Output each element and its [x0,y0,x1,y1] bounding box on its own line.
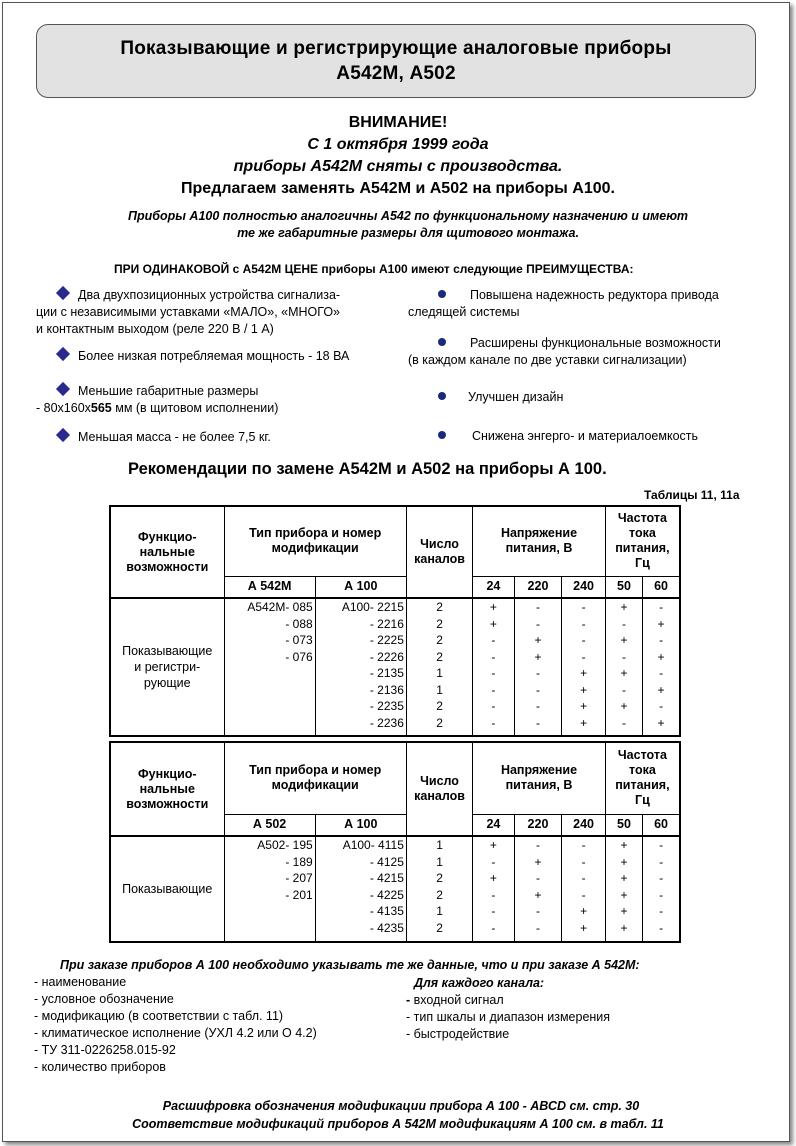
cell-value: - [659,600,664,614]
adv-text: мм (в щитовом исполнении) [111,401,279,415]
hdr-text: Частота [617,511,667,526]
cell-value: - [621,649,626,664]
title-line-2: А542М, А502 [336,63,456,84]
list-item: входной сигнал [410,993,504,1007]
cell-value: - [659,838,664,852]
cell-value: 2 [436,871,443,885]
advantage-weight [58,429,271,446]
hdr-text: Тип прибора и номер [249,526,382,541]
old-models [224,598,315,736]
v220-col [514,598,562,736]
col-50: 50 [605,814,642,836]
col-24: 24 [473,576,514,598]
hdr-text: каналов [414,552,465,566]
list-item: - быстродействие [406,1027,510,1041]
list-item: - условное обозначение [34,992,174,1006]
cell-value: - 2216 [369,616,404,631]
cell-value: + [620,633,628,647]
col-60: 60 [643,576,680,598]
hdr-text: нальные [139,781,195,796]
cell-value: - [581,871,586,885]
f60-col [643,836,680,942]
cell-value: + [534,633,542,647]
cell-value: А100- 4115 [342,838,404,852]
cell-value: - [535,838,540,852]
cell-value: 2 [436,699,443,713]
header-freq [605,742,680,814]
hdr-text: питания, В [505,541,573,556]
hdr-text: Тип прибора и номер [249,763,382,778]
list-item: - наименование [34,975,127,989]
adv-text: (в каждом канале по две уставки сигнализации) [408,353,687,367]
func-cell [110,836,224,942]
cell-value: - [659,666,664,680]
cell-value: - [581,633,586,647]
hdr-text: возможности [126,559,209,574]
header-voltage [473,742,606,814]
cell-value: - 4225 [369,887,404,902]
v24-col [473,836,514,942]
cell-value: + [620,887,628,902]
tables-label: Таблицы 11, 11а [644,488,740,502]
cell-value: + [620,699,628,713]
list-item: - модификацию (в соответствии с табл. 11) [34,1009,284,1023]
col-old: А 502 [224,814,315,836]
dot-bullet-icon [438,392,446,400]
f50-col [605,836,642,942]
func-text: рующие [143,676,191,690]
cell-value: - [659,887,664,902]
hdr-text: Частота [617,748,667,763]
func-text: и регистри- [134,660,201,674]
hdr-text: Гц [635,556,650,571]
cell-value: 2 [436,715,443,730]
col-new: А 100 [315,814,406,836]
cell-value: 1 [436,838,443,852]
dot-bullet-icon [438,431,446,439]
cell-value: + [620,838,628,852]
hdr-text: модификации [271,541,359,556]
header-channels [406,742,472,836]
advantage-energy [438,428,698,445]
header-freq [605,506,680,576]
cell-value: - [491,854,496,869]
cell-value: + [657,616,665,631]
cell-value: + [580,715,588,730]
col-220: 220 [514,814,562,836]
cell-value: А502- 195 [257,838,313,852]
cell-value: - 201 [285,887,313,902]
adv-text: Улучшен дизайн [468,390,564,404]
cell-value: - 088 [285,616,313,631]
v240-col [562,836,606,942]
list-item: - количество приборов [34,1060,166,1074]
cell-value: + [489,838,497,852]
channels-col [406,598,472,736]
cell-value: + [620,666,628,680]
col-220: 220 [514,576,562,598]
new-models [315,836,406,942]
attention-line-3: Предлагаем заменять А542М и А502 на приборы А100. [181,180,615,197]
cell-value: - [535,715,540,730]
cell-value: + [657,649,665,664]
cell-value: 1 [436,666,443,680]
cell-value: - [621,682,626,697]
hdr-text: Функцио- [137,766,197,781]
hdr-text: питания, [615,778,670,793]
advantage-power [58,348,349,365]
hdr-text: питания, В [505,778,573,793]
col-240: 240 [562,576,606,598]
func-cell [110,598,224,736]
cell-value: - 2135 [369,666,404,680]
cell-value: 1 [436,682,443,697]
new-models [315,598,406,736]
cell-value: - [581,838,586,852]
v220-col [514,836,562,942]
v24-col [473,598,514,736]
adv-text: Повышена надежность редуктора привода [470,288,719,302]
header-type [224,506,406,576]
cell-value: - 2136 [369,682,404,697]
cell-value: + [620,600,628,614]
footer-line-2: Соответствие модификаций приборов А 542М модификациям А 100 см. в табл. 11 [132,1117,664,1131]
cell-value: - [491,699,496,713]
cell-value: - 2236 [369,715,404,730]
hdr-text: тока [629,526,656,541]
cell-value: - [535,616,540,631]
cell-value: 1 [436,854,443,869]
table-a502 [109,741,681,943]
cell-value: - [491,682,496,697]
cell-value: + [534,887,542,902]
cell-value: - 2225 [369,633,404,647]
cell-value: 2 [436,600,443,614]
col-60: 60 [643,814,680,836]
attention-line-1: С 1 октября 1999 года [307,136,489,153]
cell-value: - 207 [285,871,313,885]
hdr-text: Напряжение [500,763,578,778]
cell-value: - [535,904,540,918]
hdr-text: питания, [615,541,670,556]
list-item: - климатическое исполнение (УХЛ 4.2 или О 4.2) [34,1026,317,1040]
cell-value: - 4235 [369,920,404,935]
recommendations-heading: Рекомендации по замене А542М и А502 на приборы А 100. [128,460,607,478]
cell-value: - [581,854,586,869]
cell-value: 1 [436,904,443,918]
cell-value: - [621,715,626,730]
cell-value: + [489,616,497,631]
cell-value: - [659,920,664,935]
channels-col [406,836,472,942]
cell-value: 2 [436,633,443,647]
cell-value: - [491,666,496,680]
col-50: 50 [605,576,642,598]
cell-value: + [580,682,588,697]
cell-value: - [535,682,540,697]
cell-value: - [659,699,664,713]
attention-heading: ВНИМАНИЕ! [348,114,448,131]
footer-line-1: Расшифровка обозначения модификации прибора А 100 - АВСD см. стр. 30 [162,1099,640,1113]
cell-value: + [580,699,588,713]
col-24: 24 [473,814,514,836]
order-list-right [406,975,610,1043]
hdr-text: модификации [271,778,359,793]
cell-value: - [535,920,540,935]
attention-line-2: приборы А542М сняты с производства. [233,158,563,175]
cell-value: - 4215 [369,871,404,885]
cell-value: 2 [436,920,443,935]
cell-value: - [491,920,496,935]
intro-line-2: те же габаритные размеры для щитового монтажа. [237,226,579,240]
cell-value: - 4125 [369,854,404,869]
f50-col [605,598,642,736]
diamond-bullet-icon [56,286,70,300]
header-voltage [473,506,606,576]
header-type [224,742,406,814]
hdr-text: тока [629,763,656,778]
cell-value: + [620,904,628,918]
advantage-signaling [36,287,396,338]
cell-value: - [491,633,496,647]
advantage-dimensions [36,383,278,417]
cell-value: 2 [436,887,443,902]
cell-value: - [491,887,496,902]
list-dash: - [406,993,411,1007]
cell-value: - 076 [285,649,313,664]
cell-value: 2 [436,616,443,631]
cell-value: - 189 [285,854,313,869]
cell-value: - [535,600,540,614]
diamond-bullet-icon [56,382,70,396]
advantage-functions [408,335,778,369]
cell-value: - [581,649,586,664]
adv-text: Меньшие габаритные размеры [78,384,259,398]
cell-value: - [659,871,664,885]
cell-value: - [659,904,664,918]
title-box [36,24,756,98]
intro-line-1: Приборы А100 полностью аналогичны А542 по функциональному назначению и имеют [128,209,688,223]
cell-value: - [621,616,626,631]
cell-value: + [534,649,542,664]
header-func [110,506,224,598]
col-new: А 100 [315,576,406,598]
hdr-text: Гц [635,793,650,808]
cell-value: + [534,854,542,869]
cell-value: + [657,682,665,697]
hdr-text: Число [420,774,459,788]
advantages-heading: ПРИ ОДИНАКОВОЙ с А542М ЦЕНЕ приборы А100 имеют следующие ПРЕИМУЩЕСТВА: [114,262,634,276]
order-heading: При заказе приборов А 100 необходимо указывать те же данные, что и при заказе А 542М: [60,958,640,972]
adv-text: следящей системы [408,305,520,319]
cell-value: - [581,887,586,902]
cell-value: - 4135 [369,904,404,918]
col-240: 240 [562,814,606,836]
dot-bullet-icon [438,338,446,346]
cell-value: - [535,699,540,713]
cell-value: + [620,854,628,869]
footer [0,1097,796,1133]
hdr-text: Напряжение [500,526,578,541]
advantage-design [438,389,563,406]
cell-value: А100- 2215 [341,600,404,614]
func-text: Показывающие [122,644,213,658]
cell-value: - [581,616,586,631]
order-list-left [34,974,317,1076]
cell-value: + [657,715,665,730]
adv-text: Два двухпозиционных устройства сигнализа- [78,288,341,302]
cell-value: 2 [436,649,443,664]
cell-value: - 2235 [369,699,404,713]
channel-heading: Для каждого канала: [414,976,545,990]
adv-text: Расширены функциональные возможности [470,336,721,350]
cell-value: - [491,649,496,664]
cell-value: - [535,871,540,885]
cell-value: + [580,920,588,935]
cell-value: А542М- 085 [247,600,313,614]
cell-value: + [580,666,588,680]
header-func [110,742,224,836]
cell-value: + [620,920,628,935]
cell-value: - [581,600,586,614]
list-item: - тип шкалы и диапазон измерения [406,1010,611,1024]
attention-block [0,112,796,200]
cell-value: - [659,633,664,647]
adv-text: ции с независимыми уставками «МАЛО», «МНОГО» [36,305,341,319]
cell-value: + [489,871,497,885]
cell-value: + [620,871,628,885]
cell-value: - 2226 [369,649,404,664]
list-item: - ТУ 311-0226258.015-92 [34,1043,176,1057]
cell-value: - 073 [285,633,313,647]
advantage-reliability [408,287,778,321]
adv-text: Снижена энгерго- и материалоемкость [472,429,699,443]
v240-col [562,598,606,736]
adv-text: Более низкая потребляемая мощность - 18 ВА [78,349,350,363]
cell-value: - [491,715,496,730]
table-a542m [109,505,681,737]
adv-text: - 80х160х [36,401,91,415]
cell-value: - [659,854,664,869]
cell-value: + [489,600,497,614]
hdr-text: нальные [139,544,195,559]
diamond-bullet-icon [56,347,70,361]
adv-text: и контактным выходом (реле 220 В / 1 А) [36,322,274,336]
cell-value: - [535,666,540,680]
func-text: Показывающие [122,882,213,896]
adv-text: 565 [90,401,112,415]
f60-col [643,598,680,736]
cell-value: + [580,904,588,918]
intro [0,208,796,242]
dot-bullet-icon [438,290,446,298]
cell-value: - [491,904,496,918]
adv-text: Меньшая масса - не более 7,5 кг. [78,430,271,444]
col-old: А 542М [224,576,315,598]
hdr-text: Число [420,537,459,551]
header-channels [406,506,472,598]
old-models [224,836,315,942]
hdr-text: Функцио- [137,529,197,544]
diamond-bullet-icon [56,428,70,442]
hdr-text: каналов [414,789,465,803]
title-line-1: Показывающие и регистрирующие аналоговые приборы [120,38,672,59]
hdr-text: возможности [126,796,209,811]
